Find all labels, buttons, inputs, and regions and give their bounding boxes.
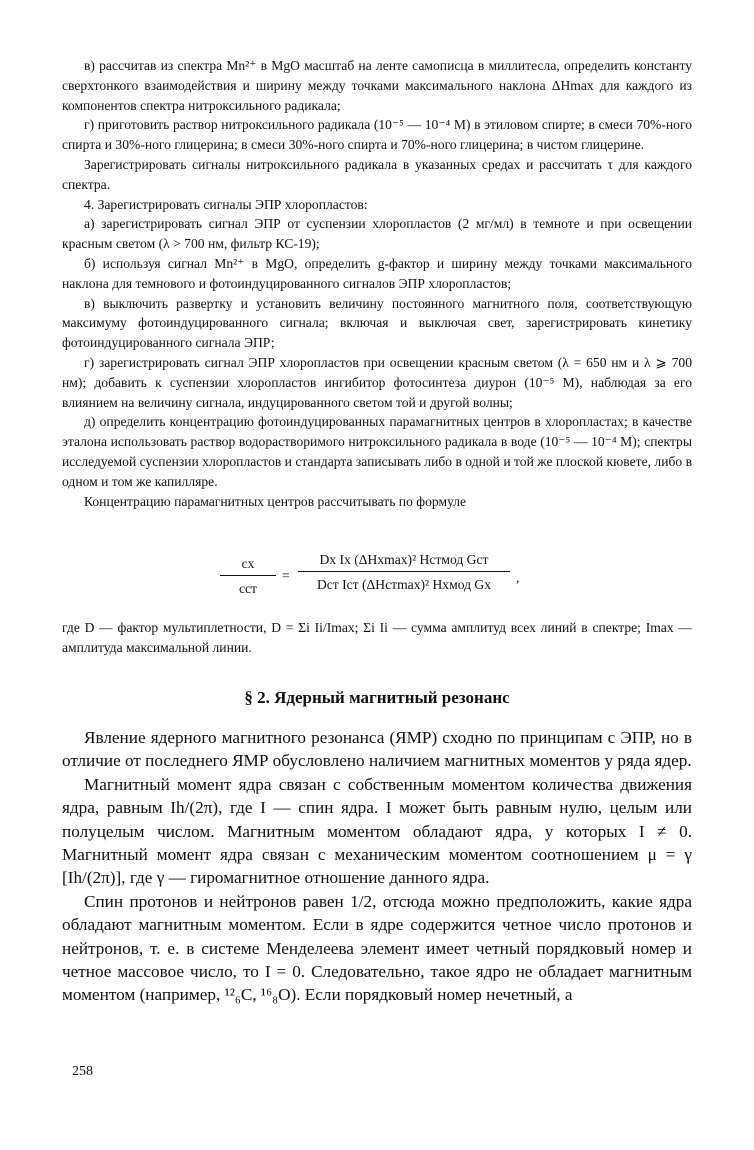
formula-rhs-denominator: Dст Iст (ΔHстmax)² Hxмод Gx [316,577,492,592]
paragraph: Магнитный момент ядра связан с собственным моментом количества движения ядра, равным Ih/(2π), где I — спин ядра. I может быть равным нулю, целым или полуцелым числом. Магнитным моментом обладают ядра, у которых I ≠ 0. Магнитный момент ядра связан с механическим моментом соотношением μ = γ [Ih/(2π)], где γ — гиромагнитное отношение данного ядра. [62,774,692,888]
paragraph: б) используя сигнал Mn²⁺ в MgO, определить g-фактор и ширину между точками максимального наклона для темнового и фотоиндуцированного сигналов ЭПР хлоропластов; [62,255,692,291]
concentration-formula [200,548,560,610]
procedure-text [62,56,692,511]
formula-lhs [220,556,276,597]
paragraph: в) рассчитав из спектра Mn²⁺ в MgO масштаб на ленте самописца в миллитесла, определить константу сверхтонкого взаимодействия и ширину между точками максимального наклона ΔHmax для каждого из компонентов спектра нитроксильного радикала; [62,58,692,113]
paragraph: Спин протонов и нейтронов равен 1/2, отсюда можно предположить, какие ядра обладают магнитным моментом. Если в ядре содержится четное число протонов и нейтронов, т. е. в системе Менделеева элемент имеет четный порядковый номер и четное массовое число, то I = 0. Следовательно, такое ядро не обладает магнитным моментом (например, ¹²₆C, ¹⁶₈O). Если порядковый номер нечетный, а [62,891,692,1005]
paragraph: Концентрацию парамагнитных центров рассчитывать по формуле [84,493,467,509]
section-heading: § 2. Ядерный магнитный резонанс [244,688,510,707]
paragraph: Зарегистрировать сигналы нитроксильного радикала в указанных средах и рассчитать τ для каждого спектра. [62,156,692,192]
nmr-section-text [62,726,692,1007]
page-number: 258 [72,1064,93,1079]
paragraph: 4. Зарегистрировать сигналы ЭПР хлоропластов: [84,196,368,212]
formula-lhs-denominator: cст [238,581,257,596]
formula-comma: , [516,570,520,585]
formula-explanation [62,618,692,658]
paragraph: а) зарегистрировать сигнал ЭПР от суспензии хлоропластов (2 мг/мл) в темноте и при освещении красным светом (λ > 700 нм, фильтр КС-19); [62,216,692,252]
formula-rhs-numerator: Dx Ix (ΔHxmax)² Hстмод Gст [298,552,510,572]
formula-equals: = [282,568,290,583]
paragraph: Явление ядерного магнитного резонанса (ЯМР) сходно по принципам с ЭПР, но в отличие от последнего ЯМР обусловлено наличием магнитных моментов у ряда ядер. [62,728,692,771]
paragraph: где D — фактор мультиплетности, D = Σi Ii/Imax; Σi Ii — сумма амплитуд всех линий в спектре; Imax — амплитуда максимальной линии. [62,620,692,655]
paragraph: г) зарегистрировать сигнал ЭПР хлоропластов при освещении красным светом (λ = 650 нм и λ ⩾ 700 нм); добавить к суспензии хлоропластов ингибитор фотосинтеза диурон (10⁻⁵ М), наблюдая за его влиянием на величину сигнала, индуцированного светом той и другой волны; [62,354,692,410]
paragraph: д) определить концентрацию фотоиндуцированных парамагнитных центров в хлоропластах; в качестве эталона использовать раствор водорастворимого нитроксильного радикала в воде (10⁻⁵ — 10⁻⁴ М); спектры исследуемой суспензии хлоропластов и стандарта записывать либо в одной и той же плоской кювете, либо в одном и том же капилляре. [62,414,693,489]
formula-rhs [298,552,510,593]
paragraph: в) выключить развертку и установить величину постоянного магнитного поля, соответствующую максимуму фотоиндуцированного сигнала; включая и выключая свет, зарегистрировать кинетику фотоиндуцированного сигнала ЭПР; [62,295,692,351]
formula-lhs-numerator: cx [220,556,276,576]
paragraph: г) приготовить раствор нитроксильного радикала (10⁻⁵ — 10⁻⁴ М) в этиловом спирте; в смеси 70%-ного спирта и 30%-ного глицерина; в смеси 30%-ного спирта и 70%-ного глицерина; в чистом глицерине. [62,117,692,153]
